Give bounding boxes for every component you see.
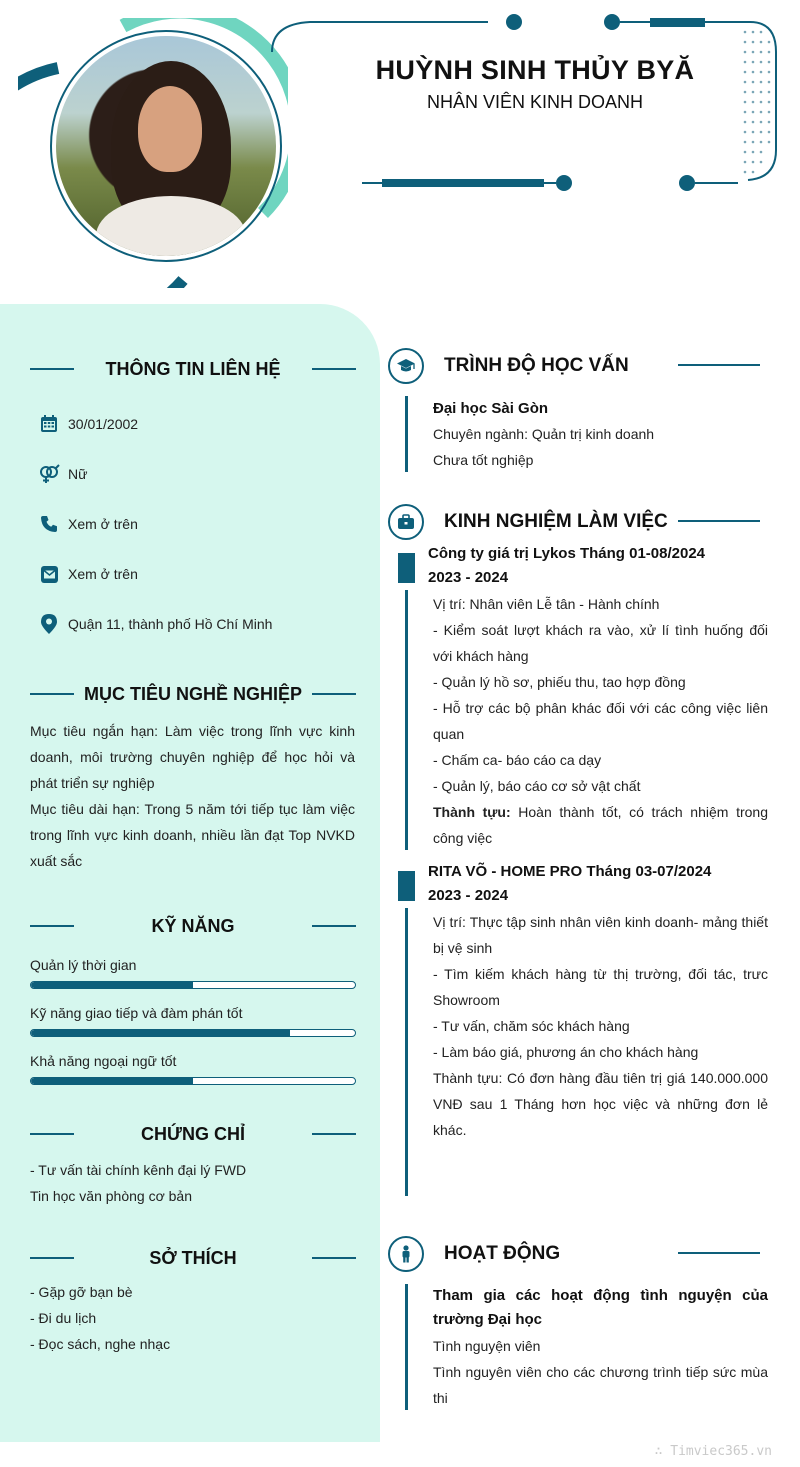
watermark: ∴ Timviec365.vn	[654, 1444, 772, 1459]
job-1-details: Vị trí: Nhân viên Lễ tân - Hành chính - Kiểm soát lượt khách ra vào, xử lí tình huống đối với khách hàng - Quản lý hồ sơ, phiếu thu, tao hợp đồng - Hỗ trợ các bộ phân khác đối với các công việc liên quan - Chấm ca- báo cáo ca dạy - Quản lý, báo cáo cơ sở vật chất	[433, 596, 768, 794]
activity-description: Tình nguyên viên cho các chương trình tiếp sức mùa thi	[433, 1364, 768, 1406]
certificates-section-title: CHỨNG CHỈ	[30, 1122, 356, 1146]
contact-gender: Nữ	[38, 462, 87, 486]
location-icon	[38, 613, 60, 635]
job-2-timeline-bar	[405, 908, 408, 1196]
job-1-heading: Công ty giá trị Lykos Tháng 01-08/2024 2023 - 2024	[428, 545, 706, 586]
objective-text: Mục tiêu ngắn hạn: Làm việc trong lĩnh vực kinh doanh, môi trường chuyên nghiệp để học hỏi và phát triển sự nghiệp Mục tiêu dài hạn: Trong 5 năm tới tiếp tục làm việc trong lĩnh vực kinh doanh, nhiều lần đạt Top NVKD xuất sắc	[30, 723, 355, 869]
graduation-cap-icon	[388, 348, 424, 384]
hobbies-section-title: SỞ THÍCH	[30, 1246, 356, 1270]
job-1-timeline-bar	[405, 590, 408, 850]
education-timeline-bar	[405, 396, 408, 472]
job-marker	[398, 553, 415, 583]
skill-item: Khả năng ngoại ngữ tốt	[30, 1051, 356, 1085]
contact-email: Xem ở trên	[38, 562, 138, 586]
contact-phone: Xem ở trên	[38, 512, 138, 536]
activities-timeline-bar	[405, 1284, 408, 1410]
education-school: Đại học Sài Gòn	[433, 400, 549, 417]
job-1-achievement: Thành tựu: Hoàn thành tốt, có trách nhiệm trong công việc	[433, 804, 768, 846]
contact-address: Quận 11, thành phố Hồ Chí Minh	[38, 612, 272, 636]
job-2-heading: RITA VÕ - HOME PRO Tháng 03-07/2024 2023 - 2024	[428, 863, 712, 904]
skill-bar	[30, 981, 356, 989]
email-icon	[38, 563, 60, 585]
contact-birthdate: 30/01/2002	[38, 412, 138, 436]
education-status: Chưa tốt nghiệp	[433, 452, 534, 468]
person-icon	[388, 1236, 424, 1272]
experience-section-title: KINH NGHIỆM LÀM VIỆC	[388, 504, 760, 542]
activities-section-title: HOẠT ĐỘNG	[388, 1236, 760, 1274]
activity-role: Tình nguyện viên	[433, 1338, 541, 1354]
skills-section-title: KỸ NĂNG	[30, 914, 356, 938]
gender-icon	[38, 463, 60, 485]
briefcase-icon	[388, 504, 424, 540]
skill-bar	[30, 1029, 356, 1037]
activity-heading: Tham gia các hoạt động tình nguyện của trường Đại học	[433, 1287, 768, 1328]
skill-bar	[30, 1077, 356, 1085]
job-2-details: Vị trí: Thực tập sinh nhân viên kinh doanh- mảng thiết bị vệ sinh - Tìm kiếm khách hàng từ thị trường, đối tác, trưc Showroom - Tư vấn, chăm sóc khách hàng - Làm báo giá, phương án cho khách hàng Thành tựu: Có đơn hàng đầu tiên trị giá 140.000.000 VNĐ sau 1 Tháng hơn học việc và những đơn lẻ khác.	[433, 914, 768, 1138]
phone-icon	[38, 513, 60, 535]
candidate-name: HUỲNH SINH THỦY BYĂ	[375, 55, 695, 85]
education-section-title: TRÌNH ĐỘ HỌC VẤN	[388, 348, 760, 386]
avatar-frame	[18, 18, 288, 288]
objective-section-title: MỤC TIÊU NGHỀ NGHIỆP	[30, 682, 356, 706]
certificates-list: - Tư vấn tài chính kênh đại lý FWD Tin học văn phòng cơ bản	[30, 1162, 247, 1204]
education-major: Chuyên ngành: Quản trị kinh doanh	[433, 426, 655, 442]
calendar-icon	[38, 413, 60, 435]
job-marker	[398, 871, 415, 901]
avatar	[56, 36, 276, 256]
skill-item: Kỹ năng giao tiếp và đàm phán tốt	[30, 1003, 356, 1037]
contact-section-title: THÔNG TIN LIÊN HỆ	[30, 357, 356, 381]
candidate-position: NHÂN VIÊN KINH DOANH	[426, 92, 644, 112]
hobbies-list: - Gặp gỡ bạn bè - Đi du lịch - Đọc sách, nghe nhạc	[30, 1284, 171, 1352]
skill-item: Quản lý thời gian	[30, 955, 356, 989]
